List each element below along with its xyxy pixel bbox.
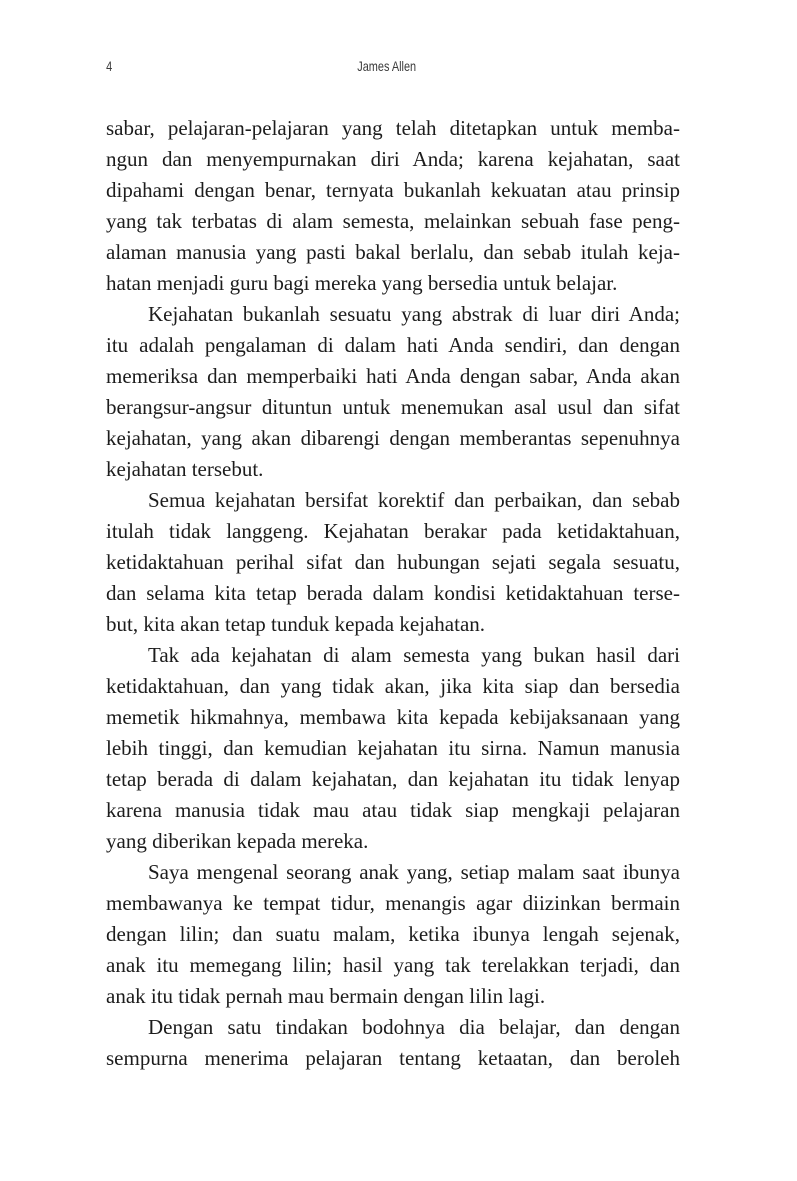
- text-line: dengan lilin; dan suatu malam, ketika ibunya lengah sejenak,: [106, 922, 680, 946]
- text-line: yang diberikan kepada mereka.: [106, 829, 369, 853]
- body-text: [106, 113, 680, 1074]
- text-line: lebih tinggi, dan kemudian kejahatan itu sirna. Namun manusia: [106, 736, 680, 760]
- text-line: Semua kejahatan bersifat korektif dan perbaikan, dan sebab: [148, 488, 680, 512]
- text-line: ketidaktahuan, dan yang tidak akan, jika kita siap dan bersedia: [106, 674, 680, 698]
- text-line: ngun dan menyempurnakan diri Anda; karena kejahatan, saat: [106, 147, 680, 171]
- text-line: ketidaktahuan perihal sifat dan hubungan sejati segala sesuatu,: [106, 550, 680, 574]
- page-header: [0, 58, 622, 80]
- text-line: Tak ada kejahatan di alam semesta yang bukan hasil dari: [148, 643, 680, 667]
- text-line: sempurna menerima pelajaran tentang ketaatan, dan beroleh: [106, 1046, 680, 1070]
- text-line: berangsur-angsur dituntun untuk menemukan asal usul dan sifat: [106, 395, 680, 419]
- text-line: kejahatan tersebut.: [106, 457, 264, 481]
- text-line: anak itu memegang lilin; hasil yang tak terelakkan terjadi, dan: [106, 953, 680, 977]
- text-line: yang tak terbatas di alam semesta, melainkan sebuah fase peng-: [106, 209, 680, 233]
- text-line: dipahami dengan benar, ternyata bukanlah kekuatan atau prinsip: [106, 178, 680, 202]
- page-number: 4: [106, 58, 113, 74]
- text-line: Saya mengenal seorang anak yang, setiap malam saat ibunya: [148, 860, 680, 884]
- paragraph: [106, 640, 680, 857]
- text-line: memeriksa dan memperbaiki hati Anda dengan sabar, Anda akan: [106, 364, 680, 388]
- text-line: anak itu tidak pernah mau bermain dengan lilin lagi.: [106, 984, 546, 1008]
- text-line: kejahatan, yang akan dibarengi dengan memberantas sepenuhnya: [106, 426, 680, 450]
- text-line: karena manusia tidak mau atau tidak siap mengkaji pelajaran: [106, 798, 680, 822]
- text-line: membawanya ke tempat tidur, menangis agar diizinkan bermain: [106, 891, 680, 915]
- paragraph: [106, 857, 680, 1012]
- running-title: James Allen: [357, 58, 417, 74]
- text-line: Kejahatan bukanlah sesuatu yang abstrak di luar diri Anda;: [148, 302, 680, 326]
- text-line: Dengan satu tindakan bodohnya dia belajar, dan dengan: [148, 1015, 680, 1039]
- paragraph: [106, 299, 680, 485]
- text-line: tetap berada di dalam kejahatan, dan kejahatan itu tidak lenyap: [106, 767, 680, 791]
- text-line: but, kita akan tetap tunduk kepada kejahatan.: [106, 612, 486, 636]
- text-line: sabar, pelajaran-pelajaran yang telah ditetapkan untuk memba-: [106, 116, 680, 140]
- text-line: dan selama kita tetap berada dalam kondisi ketidaktahuan terse-: [106, 581, 680, 605]
- text-line: hatan menjadi guru bagi mereka yang bersedia untuk belajar.: [106, 271, 618, 295]
- text-line: alaman manusia yang pasti bakal berlalu, dan sebab itulah keja-: [106, 240, 680, 264]
- text-line: memetik hikmahnya, membawa kita kepada kebijaksanaan yang: [106, 705, 680, 729]
- text-line: itulah tidak langgeng. Kejahatan berakar pada ketidaktahuan,: [106, 519, 680, 543]
- paragraph: [106, 485, 680, 640]
- paragraph: [106, 1012, 680, 1074]
- paragraph: [106, 113, 680, 299]
- text-line: itu adalah pengalaman di dalam hati Anda sendiri, dan dengan: [106, 333, 680, 357]
